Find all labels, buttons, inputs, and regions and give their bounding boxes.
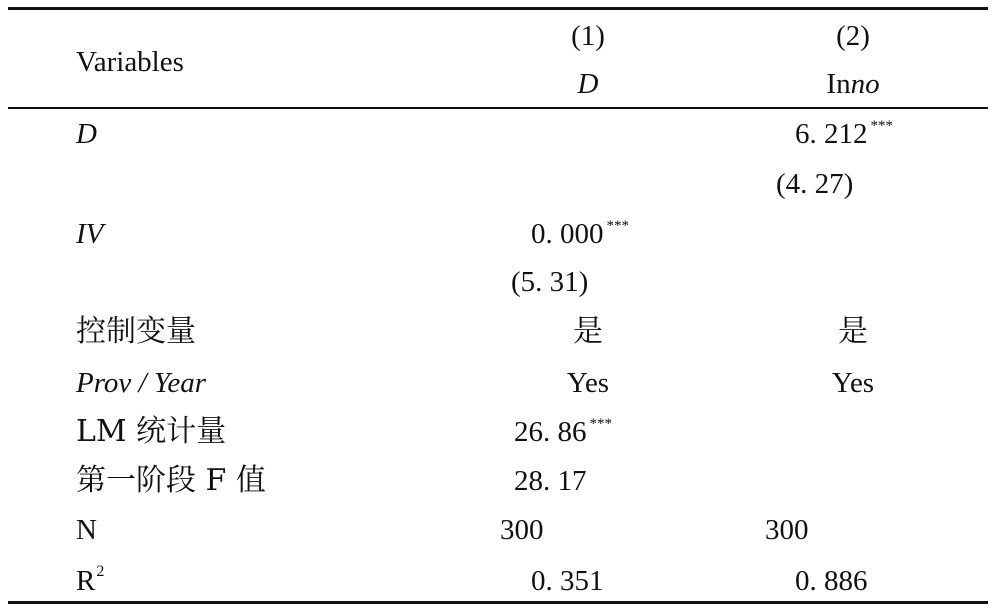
header-variables: Variables	[76, 46, 184, 78]
row-label-iv: IV	[76, 218, 104, 250]
n-col1: 300	[500, 514, 544, 546]
row-label-d: D	[76, 118, 97, 150]
iv-col1-coef	[531, 220, 629, 249]
row-label-lm: LM 统计量	[76, 414, 227, 449]
lm-col1-coef	[514, 418, 612, 447]
r2-label-sup: 2	[96, 563, 105, 580]
table-bottom-rule	[8, 601, 988, 604]
r2-col2: 0. 886	[795, 565, 868, 597]
r2-col1: 0. 351	[531, 565, 604, 597]
d-col2-value: 6. 212	[795, 118, 868, 150]
header-col2-number: (2)	[836, 20, 870, 52]
iv-col1-value: 0. 000	[531, 218, 604, 250]
d-col2-tstat: (4. 27)	[776, 168, 854, 200]
header-col1-number: (1)	[571, 20, 605, 52]
controls-col2: 是	[838, 314, 868, 349]
r2-label-base: R	[76, 565, 96, 597]
header-col1-name: D	[577, 68, 599, 100]
lm-col1-stars: ***	[589, 416, 612, 432]
row-label-n: N	[76, 514, 97, 546]
d-col2-stars: ***	[870, 118, 893, 134]
d-col2-coef	[795, 120, 893, 149]
header-col2-name-plain: In	[826, 68, 851, 100]
lm-col1-value: 26. 86	[514, 416, 587, 448]
iv-col1-stars: ***	[606, 218, 629, 234]
controls-col1: 是	[573, 314, 603, 349]
table-header-rule	[8, 107, 988, 109]
fe-col2: Yes	[831, 367, 875, 399]
row-label-r2	[76, 563, 105, 597]
header-col2-name-italic: no	[850, 68, 880, 100]
n-col2: 300	[765, 514, 809, 546]
row-label-first-stage-f: 第一阶段 F 值	[76, 463, 266, 498]
fe-col1: Yes	[566, 367, 610, 399]
header-col2-name	[826, 70, 879, 99]
row-label-fixed-effects: Prov / Year	[76, 367, 206, 399]
iv-col1-tstat: (5. 31)	[511, 266, 589, 298]
table-top-rule	[8, 7, 988, 10]
first-stage-col1: 28. 17	[514, 465, 587, 497]
row-label-controls: 控制变量	[76, 314, 196, 349]
